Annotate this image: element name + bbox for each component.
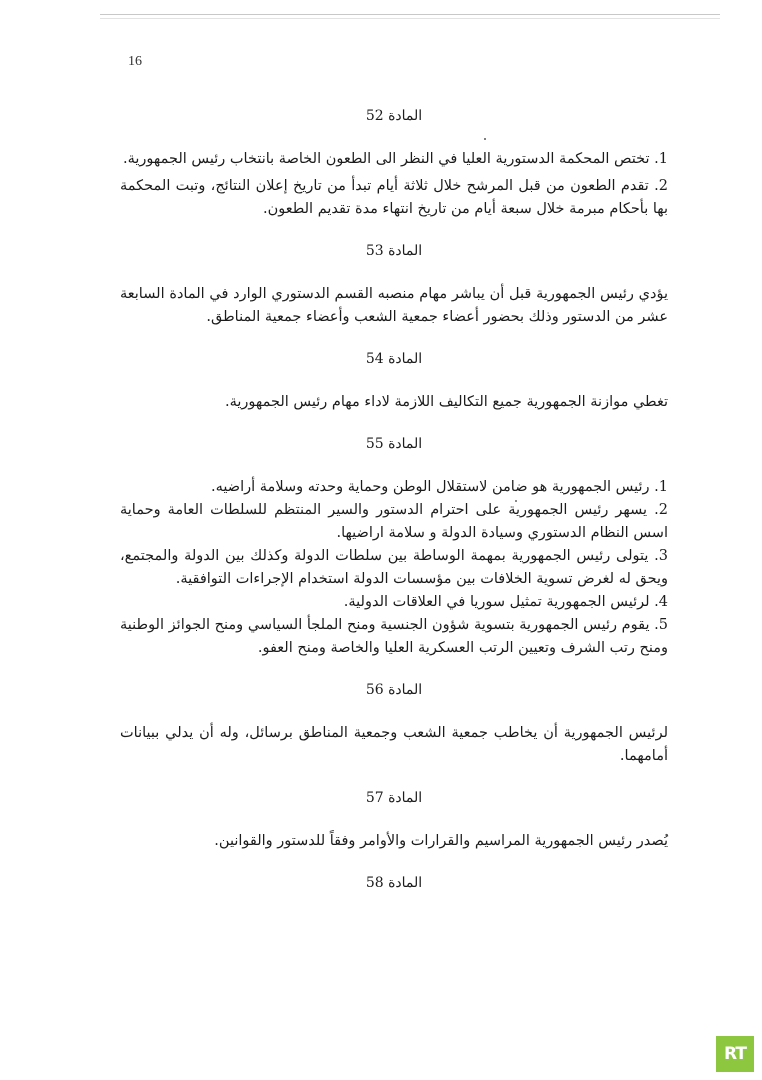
article-title: المادة 55 xyxy=(365,436,423,452)
article-item xyxy=(120,148,668,171)
article-title: المادة 58 xyxy=(365,875,423,891)
article-title: المادة 56 xyxy=(365,682,423,698)
item-number: 1. xyxy=(654,479,668,495)
article-text: يُصدر رئيس الجمهورية المراسيم والقرارات والأوامر وفقاً للدستور والقوانين. xyxy=(214,833,668,849)
item-text: يقوم رئيس الجمهورية بتسوية شؤون الجنسية ومنح الملجأ السياسي ومنح الجوائز الوطنية ومنح رتب الشرف وتعيين الرتب العسكرية العليا والخاصة ومنح العفو. xyxy=(120,617,668,656)
article-58 xyxy=(120,875,668,891)
item-number: 2. xyxy=(654,502,668,518)
article-item xyxy=(120,499,668,545)
item-number: 4. xyxy=(654,594,668,610)
scan-top-line xyxy=(100,14,720,19)
item-number: 2. xyxy=(654,178,669,194)
article-text: تغطي موازنة الجمهورية جميع التكاليف اللازمة لاداء مهام رئيس الجمهورية. xyxy=(224,394,668,410)
article-items xyxy=(120,476,668,660)
item-text: رئيس الجمهورية هو ضامن لاستقلال الوطن وحماية وحدته وسلامة أراضيه. xyxy=(211,479,650,495)
article-57 xyxy=(120,790,668,853)
item-text: يتولى رئيس الجمهورية بمهمة الوساطة بين سلطات الدولة وكذلك بين الدولة والمجتمع، ويحق له لغرض تسوية الخلافات بين مؤسسات الدولة استخدام الإجراءات التوافقية. xyxy=(120,548,668,587)
article-54 xyxy=(120,351,668,414)
article-text: يؤدي رئيس الجمهورية قبل أن يباشر مهام منصبه القسم الدستوري الوارد في المادة السابعة عشر من الدستور وذلك بحضور أعضاء جمعية الشعب وأعضاء جمعية المناطق. xyxy=(120,286,668,325)
article-56 xyxy=(120,682,668,768)
article-title: المادة 54 xyxy=(365,351,423,367)
article-item xyxy=(120,614,668,660)
rt-logo-watermark: RT xyxy=(716,1036,754,1072)
item-text: تختص المحكمة الدستورية العليا في النظر الى الطعون الخاصة بانتخاب رئيس الجمهورية. xyxy=(123,151,650,167)
article-52 xyxy=(120,108,668,221)
article-55 xyxy=(120,436,668,660)
document-body xyxy=(120,108,668,915)
article-items xyxy=(120,148,668,221)
article-title: المادة 53 xyxy=(365,243,423,259)
item-text: لرئيس الجمهورية تمثيل سوريا في العلاقات الدولية. xyxy=(343,594,650,610)
item-text: يسهر رئيس الجمهورية على احترام الدستور والسير المنتظم للسلطات العامة وحماية اسس النظام الدستوري وسيادة الدولة و سلامة اراضيها. xyxy=(120,502,668,541)
article-item xyxy=(120,175,668,221)
article-text: لرئيس الجمهورية أن يخاطب جمعية الشعب وجمعية المناطق برسائل، وله أن يدلي ببيانات أمامهما. xyxy=(120,725,668,764)
article-item xyxy=(120,476,668,499)
article-53 xyxy=(120,243,668,329)
page-number: 16 xyxy=(128,54,142,69)
item-number: 3. xyxy=(654,548,668,564)
item-number: 5. xyxy=(654,617,668,633)
article-item xyxy=(120,591,668,614)
item-number: 1. xyxy=(654,151,668,167)
article-title: المادة 57 xyxy=(365,790,423,806)
article-title: المادة 52 xyxy=(365,108,423,124)
article-item xyxy=(120,545,668,591)
item-text: تقدم الطعون من قبل المرشح خلال ثلاثة أيام تبدأ من تاريخ إعلان النتائج، وتبت المحكمة بها بأحكام مبرمة خلال سبعة أيام من تاريخ انتهاء مدة تقديم الطعون. xyxy=(120,178,668,217)
